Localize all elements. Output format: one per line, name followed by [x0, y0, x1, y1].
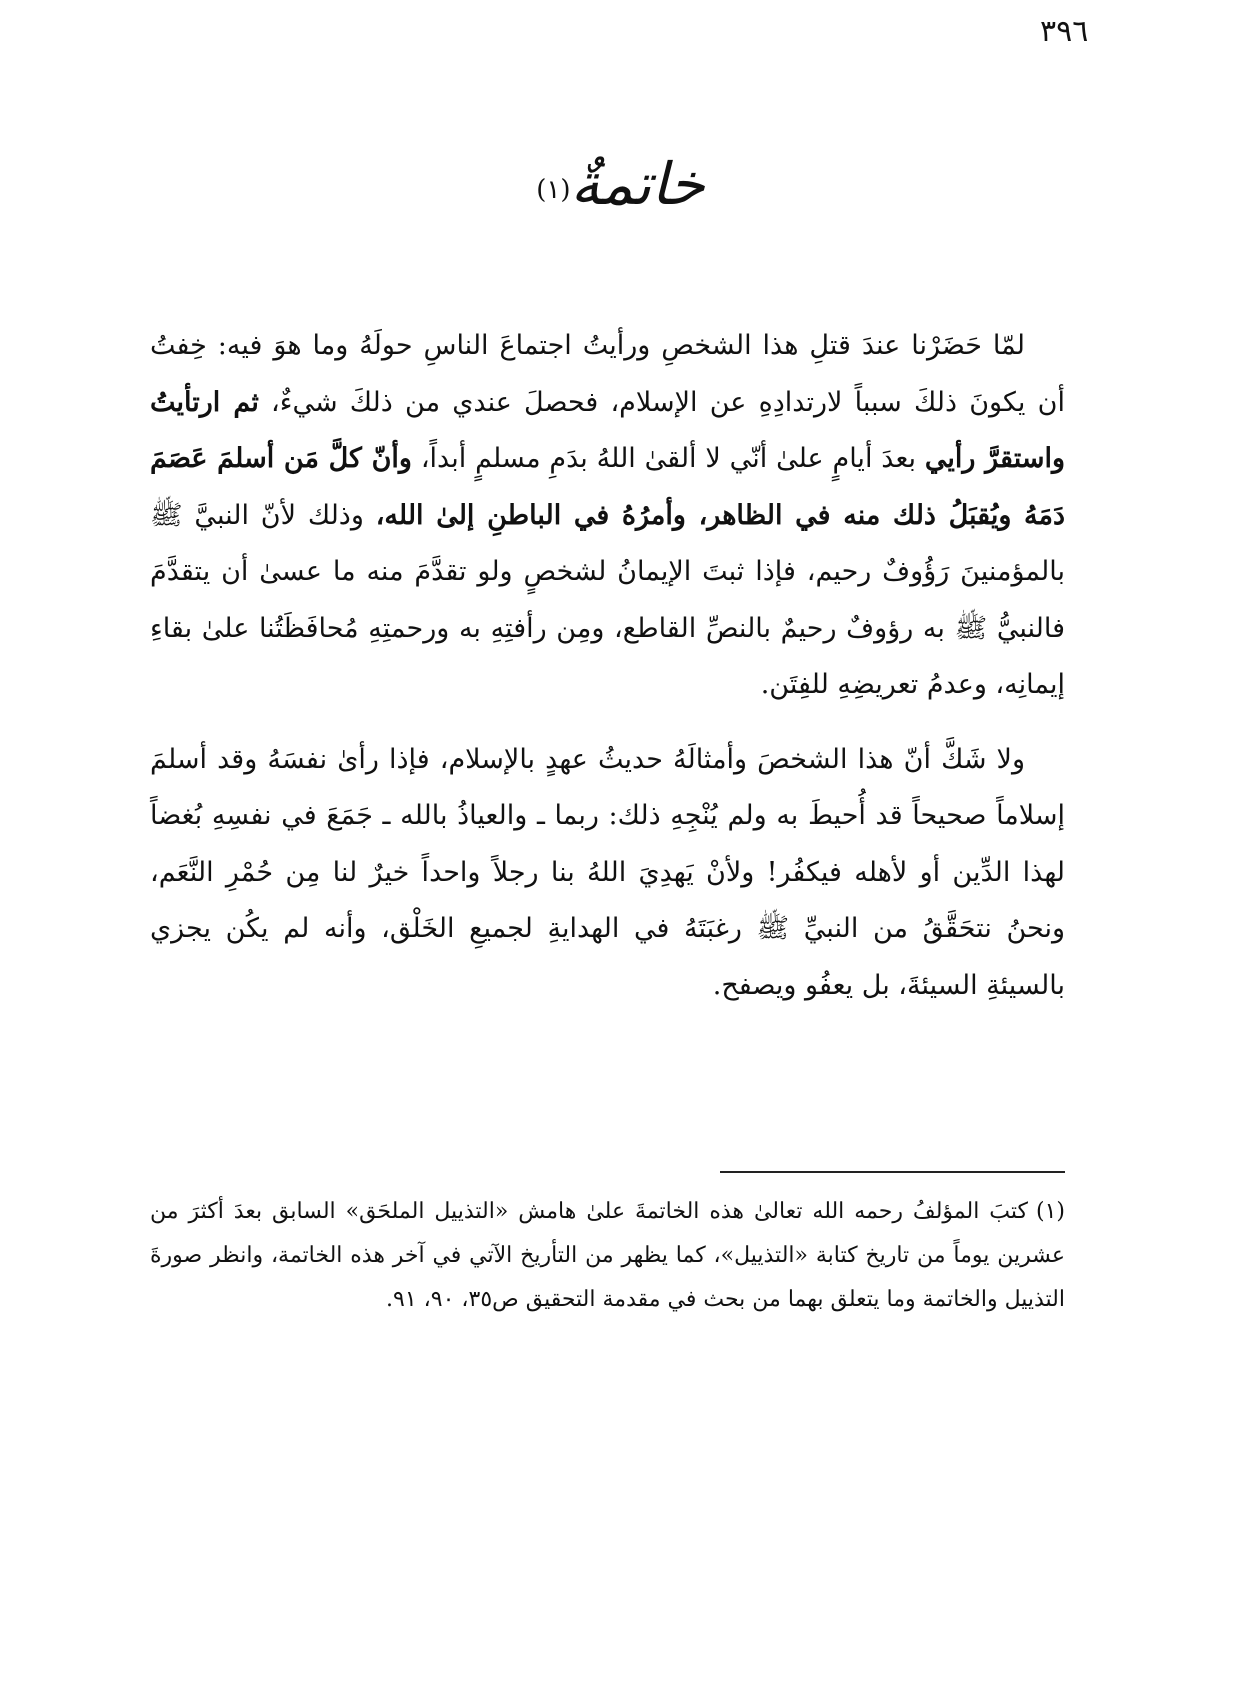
- footnote-marker: (١): [1035, 1199, 1065, 1224]
- chapter-title: خاتمةٌ: [570, 150, 705, 218]
- body-text: [150, 318, 1065, 1014]
- paragraph-1-bold-1: ثم ارتأيتُ واستقرَّ رأيي: [150, 386, 1066, 474]
- paragraph-1: [150, 318, 1065, 714]
- footnote: [150, 1190, 1065, 1322]
- paragraph-1-bold-2: وأنّ كلَّ مَن أسلمَ عَصَمَ دَمَهُ ويُقبَلُ ذلك منه في الظاهر، وأمرُهُ في الباطنِ إلىٰ الله،: [150, 443, 1065, 531]
- paragraph-2: ولا شَكَّ أنّ هذا الشخصَ وأمثالَهُ حديثُ عهدٍ بالإسلام، فإذا رأىٰ نفسَهُ وقد أسلمَ إسلاماً صحيحاً قد أُحيطَ به ولم يُنْجِهِ ذلك: ربما ـ والعياذُ بالله ـ جَمَعَ في نفسِهِ بُغضاً لهذا الدِّين أو لأهله فيكفُر! ولأنْ يَهدِيَ اللهُ بنا رجلاً واحداً خيرٌ لنا مِن حُمْرِ النَّعَم، ونحنُ نتحَقَّقُ من النبيِّ ﷺ رغبَتَهُ في الهدايةِ لجميعِ الخَلْق، وأنه لم يكُن يجزي بالسيئةِ السيئةَ، بل يعفُو ويصفح.: [150, 743, 1065, 1001]
- paragraph-1-segment-2: بعدَ أيامٍ علىٰ أنّي لا ألقىٰ اللهُ بدَمِ مسلمٍ أبداً،: [420, 443, 917, 474]
- footnote-text: كتبَ المؤلفُ رحمه الله تعالىٰ هذه الخاتمةَ علىٰ هامش «التذييل الملحَق» السابق بعدَ أكثرَ من عشرين يوماً من تاريخ كتابة «التذييل»، كما يظهر من التأريخ الآتي في آخر هذه الخاتمة، وانظر صورةَ التذييل والخاتمة وما يتعلق بهما من بحث في مقدمة التحقيق ص٣٥، ٩٠، ٩١.: [150, 1199, 1065, 1312]
- paragraph-1-segment-3: وذلك لأنّ النبيَّ ﷺ بالمؤمنينَ رَؤُوفٌ رحيم، فإذا ثبتَ الإيمانُ لشخصٍ ولو تقدَّمَ منه ما عسىٰ أن يتقدَّمَ فالنبيُّ ﷺ به رؤوفٌ رحيمٌ بالنصِّ القاطع، ومِن رأفتِهِ به ورحمتِهِ مُحافَظَتُنا علىٰ بقاءِ إيمانِه، وعدمُ تعريضِهِ للفِتَن.: [150, 499, 1066, 700]
- paragraph-1-segment-1: لمّا حَضَرْنا عندَ قتلِ هذا الشخصِ ورأيتُ اجتماعَ الناسِ حولَهُ وما هوَ فيه: خِفتُ أن يكونَ ذلكَ سبباً لارتدادِهِ عن الإسلام، فحصلَ عندي من ذلكَ شيءٌ،: [150, 330, 1065, 418]
- page-number: ٣٩٦: [1040, 14, 1089, 49]
- footnote-divider: [720, 1171, 1065, 1173]
- chapter-heading: [0, 150, 1237, 218]
- footnote-reference: (١): [536, 174, 571, 205]
